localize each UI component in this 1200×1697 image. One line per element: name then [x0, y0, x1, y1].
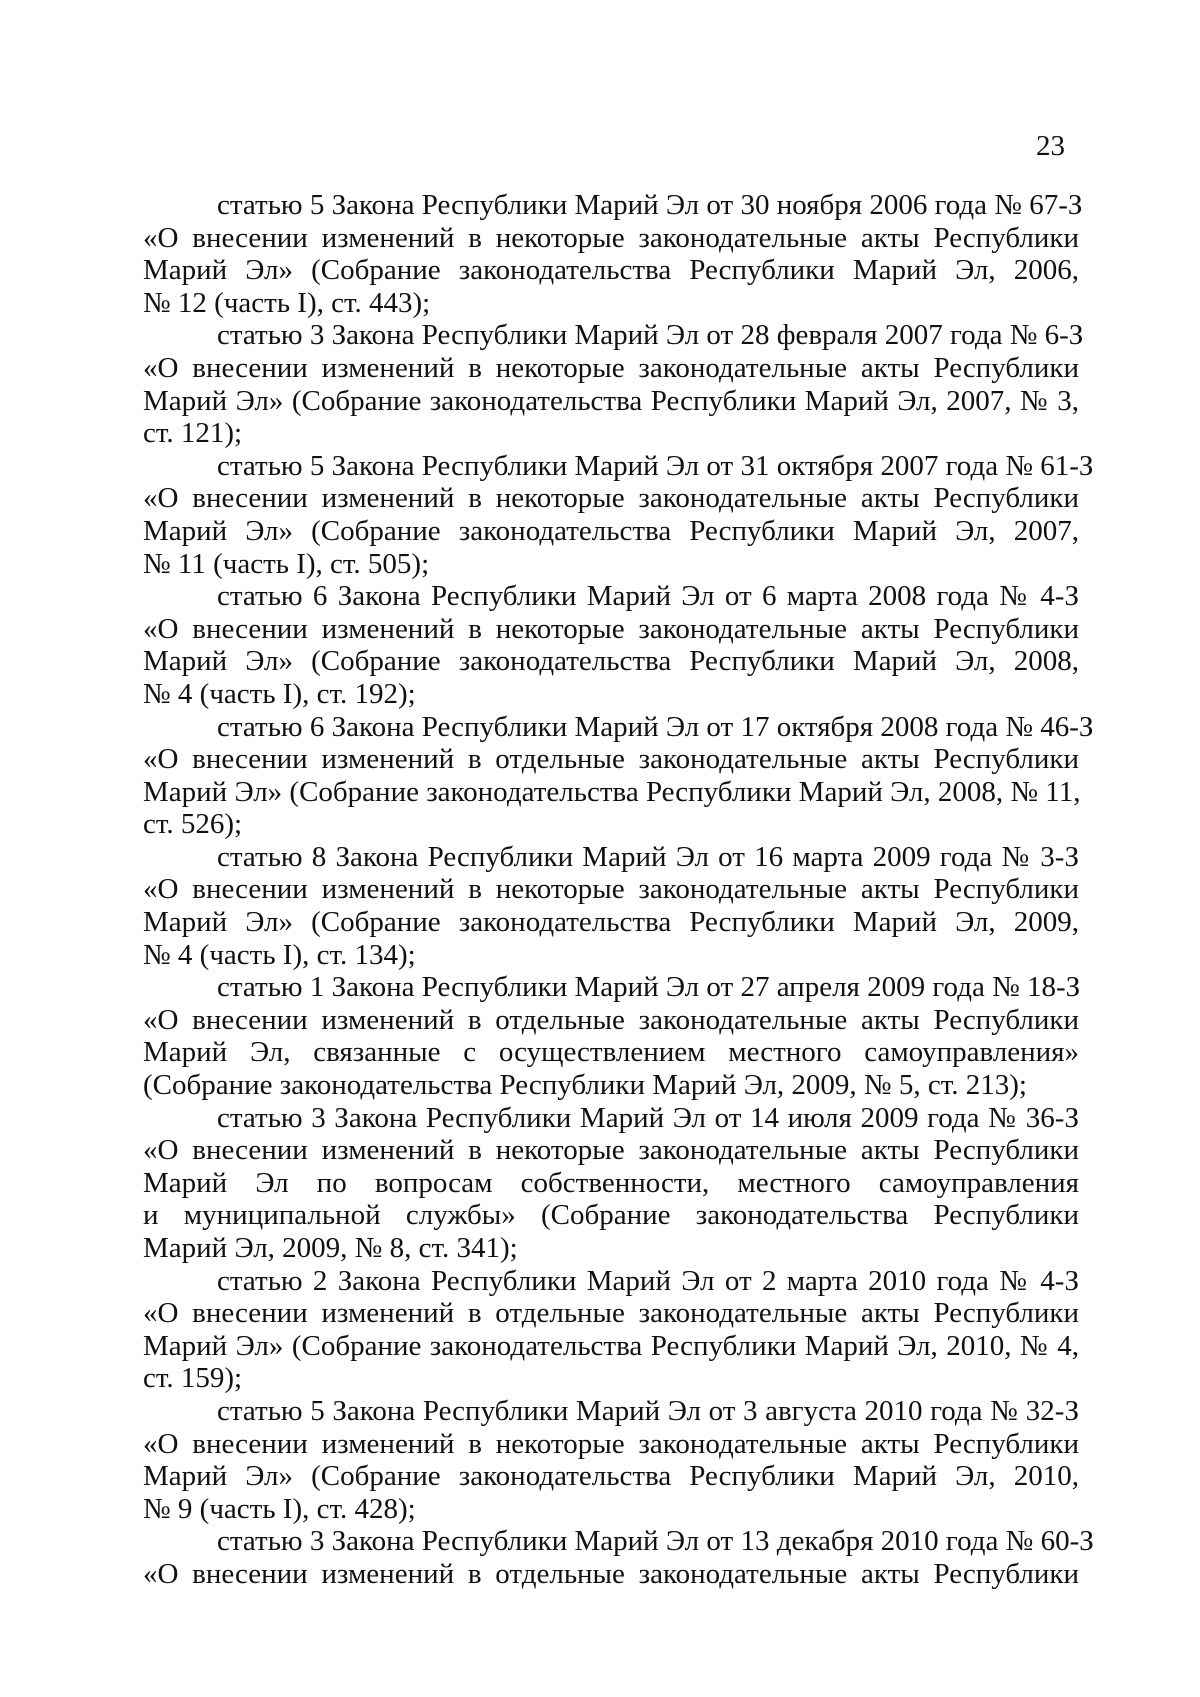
text-line: «О внесении изменений в некоторые законодательные акты Республики [143, 1134, 1079, 1167]
paragraph-first-line: статью 8 Закона Республики Марий Эл от 16 марта 2009 года № 3-З [217, 840, 1079, 873]
paragraph-first-line: статью 6 Закона Республики Марий Эл от 6 марта 2008 года № 4-З [217, 580, 1079, 613]
text-line: Марий Эл» (Собрание законодательства Республики Марий Эл, 2007, [143, 514, 1079, 547]
paragraph-first-line: статью 3 Закона Республики Марий Эл от 14 июля 2009 года № 36-З [217, 1101, 1079, 1134]
text-line: «О внесении изменений в некоторые законодательные акты Республики [143, 482, 1079, 515]
text-line: № 11 (часть I), ст. 505); [143, 547, 430, 580]
text-line: Марий Эл по вопросам собственности, местного самоуправления [143, 1166, 1079, 1199]
paragraph-first-line: статью 5 Закона Республики Марий Эл от 30 ноября 2006 года № 67-З [217, 189, 1083, 221]
text-line: Марий Эл» (Собрание законодательства Республики Марий Эл, 2010, [143, 1460, 1079, 1493]
text-line: ст. 121); [143, 417, 243, 450]
paragraph-first-line: статью 1 Закона Республики Марий Эл от 27 апреля 2009 года № 18-З [217, 971, 1081, 1004]
paragraph-first-line: статью 5 Закона Республики Марий Эл от 3 августа 2010 года № 32-З [217, 1394, 1079, 1427]
paragraph-first-line: статью 3 Закона Республики Марий Эл от 28 февраля 2007 года № 6-З [217, 319, 1084, 352]
text-line: № 12 (часть I), ст. 443); [143, 286, 431, 319]
paragraph-first-line: статью 5 Закона Республики Марий Эл от 31 октября 2007 года № 61-З [217, 449, 1094, 482]
text-line: № 9 (часть I), ст. 428); [143, 1492, 416, 1525]
text-line: ст. 159); [143, 1362, 243, 1395]
text-line: «О внесении изменений в отдельные законодательные акты Республики [143, 1297, 1079, 1330]
text-line: Марий Эл» (Собрание законодательства Республики Марий Эл, 2006, [143, 254, 1079, 287]
paragraph-first-line: статью 2 Закона Республики Марий Эл от 2 марта 2010 года № 4-З [217, 1264, 1079, 1297]
text-line: «О внесении изменений в некоторые законодательные акты Республики [143, 351, 1079, 384]
text-line: «О внесении изменений в некоторые законодательные акты Республики [143, 873, 1079, 906]
text-line: «О внесении изменений в некоторые законодательные акты Республики [143, 612, 1079, 645]
text-line: № 4 (часть I), ст. 134); [143, 938, 416, 971]
text-line: «О внесении изменений в отдельные законодательные акты Республики [143, 1557, 1079, 1590]
text-line: Марий Эл» (Собрание законодательства Республики Марий Эл, 2008, № 11, [143, 775, 1081, 808]
document-body [143, 189, 1094, 1591]
text-line: «О внесении изменений в некоторые законодательные акты Республики [143, 1427, 1079, 1460]
text-line: (Собрание законодательства Республики Марий Эл, 2009, № 5, ст. 213); [143, 1069, 1027, 1102]
text-line: и муниципальной службы» (Собрание законодательства Республики [143, 1199, 1079, 1232]
text-line: Марий Эл» (Собрание законодательства Республики Марий Эл, 2007, № 3, [143, 384, 1079, 417]
text-line: № 4 (часть I), ст. 192); [143, 677, 416, 710]
paragraph-first-line: статью 3 Закона Республики Марий Эл от 13 декабря 2010 года № 60-З [217, 1525, 1094, 1558]
text-line: Марий Эл» (Собрание законодательства Республики Марий Эл, 2008, [143, 645, 1079, 678]
page-number: 23 [1036, 130, 1065, 162]
text-line: «О внесении изменений в отдельные законодательные акты Республики [143, 743, 1079, 776]
text-line: Марий Эл» (Собрание законодательства Республики Марий Эл, 2010, № 4, [143, 1329, 1079, 1362]
text-line: Марий Эл, связанные с осуществлением местного самоуправления» [143, 1036, 1079, 1069]
text-line: Марий Эл, 2009, № 8, ст. 341); [143, 1232, 518, 1264]
text-line: «О внесении изменений в отдельные законодательные акты Республики [143, 1003, 1079, 1036]
text-line: «О внесении изменений в некоторые законодательные акты Республики [143, 221, 1079, 254]
text-line: ст. 526); [143, 808, 243, 841]
text-line: Марий Эл» (Собрание законодательства Республики Марий Эл, 2009, [143, 906, 1079, 939]
paragraph-first-line: статью 6 Закона Республики Марий Эл от 17 октября 2008 года № 46-З [217, 710, 1094, 743]
